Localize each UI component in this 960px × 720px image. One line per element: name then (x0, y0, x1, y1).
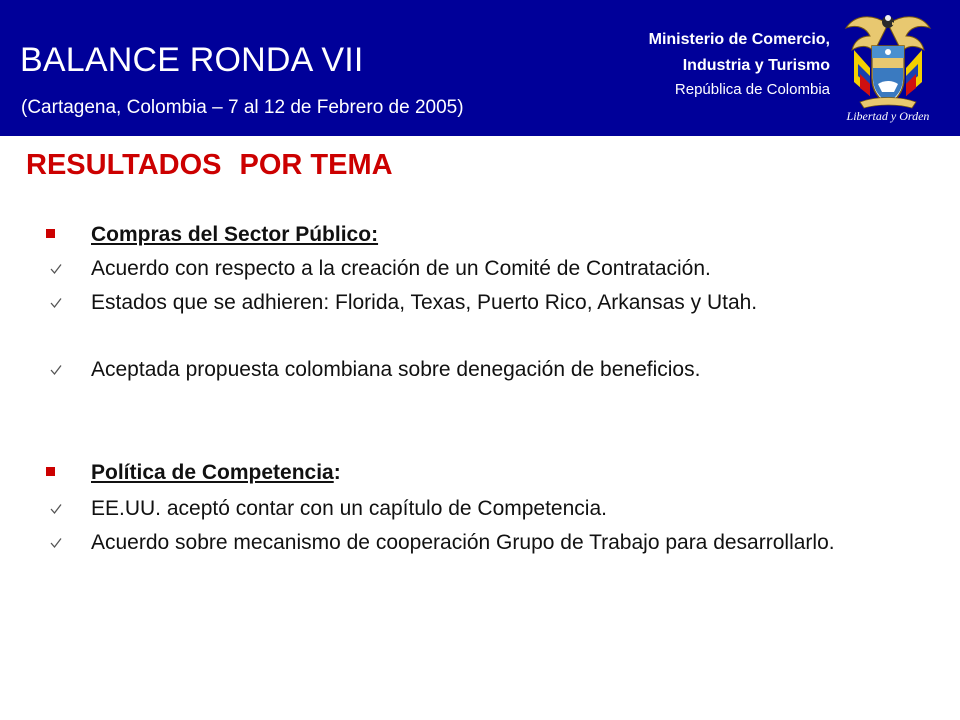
country-name: República de Colombia (674, 81, 830, 98)
section-title (26, 147, 393, 183)
ministry-name-line2: Industria y Turismo (682, 57, 830, 74)
section-title-part1: RESULTADOS (26, 149, 222, 181)
coat-of-arms-logo (840, 6, 936, 130)
ministry-name-line1: Ministerio de Comercio, (648, 31, 830, 48)
crest-motto: Libertad y Orden (846, 109, 930, 123)
checkmark-icon (50, 297, 62, 309)
checkmark-icon (50, 503, 62, 515)
slide-title: BALANCE RONDA VII (20, 41, 364, 79)
topic-heading-text: Política de Competencia (91, 461, 334, 484)
list-item: EE.UU. aceptó contar con un capítulo de Competencia. (91, 497, 607, 520)
topic-heading-procurement: Compras del Sector Público: (91, 223, 379, 246)
list-item: Acuerdo con respecto a la creación de un Comité de Contratación. (91, 257, 711, 280)
square-bullet-icon (46, 467, 55, 476)
square-bullet-icon (46, 229, 55, 238)
checkmark-icon (50, 364, 62, 376)
ministry-block (649, 27, 830, 101)
checkmark-icon (50, 537, 62, 549)
slide-subtitle: (Cartagena, Colombia – 7 al 12 de Febrero de 2005) (21, 97, 464, 118)
topic-heading-colon: : (333, 461, 341, 484)
header-banner (0, 0, 960, 136)
list-item: Acuerdo sobre mecanismo de cooperación Grupo de Trabajo para desarrollarlo. (91, 531, 835, 554)
topic-heading-competition (91, 461, 891, 485)
list-item: Estados que se adhieren: Florida, Texas, Puerto Rico, Arkansas y Utah. (91, 291, 758, 314)
section-title-part2: POR TEMA (239, 149, 393, 181)
list-item: Aceptada propuesta colombiana sobre denegación de beneficios. (91, 358, 701, 381)
checkmark-icon (50, 263, 62, 275)
